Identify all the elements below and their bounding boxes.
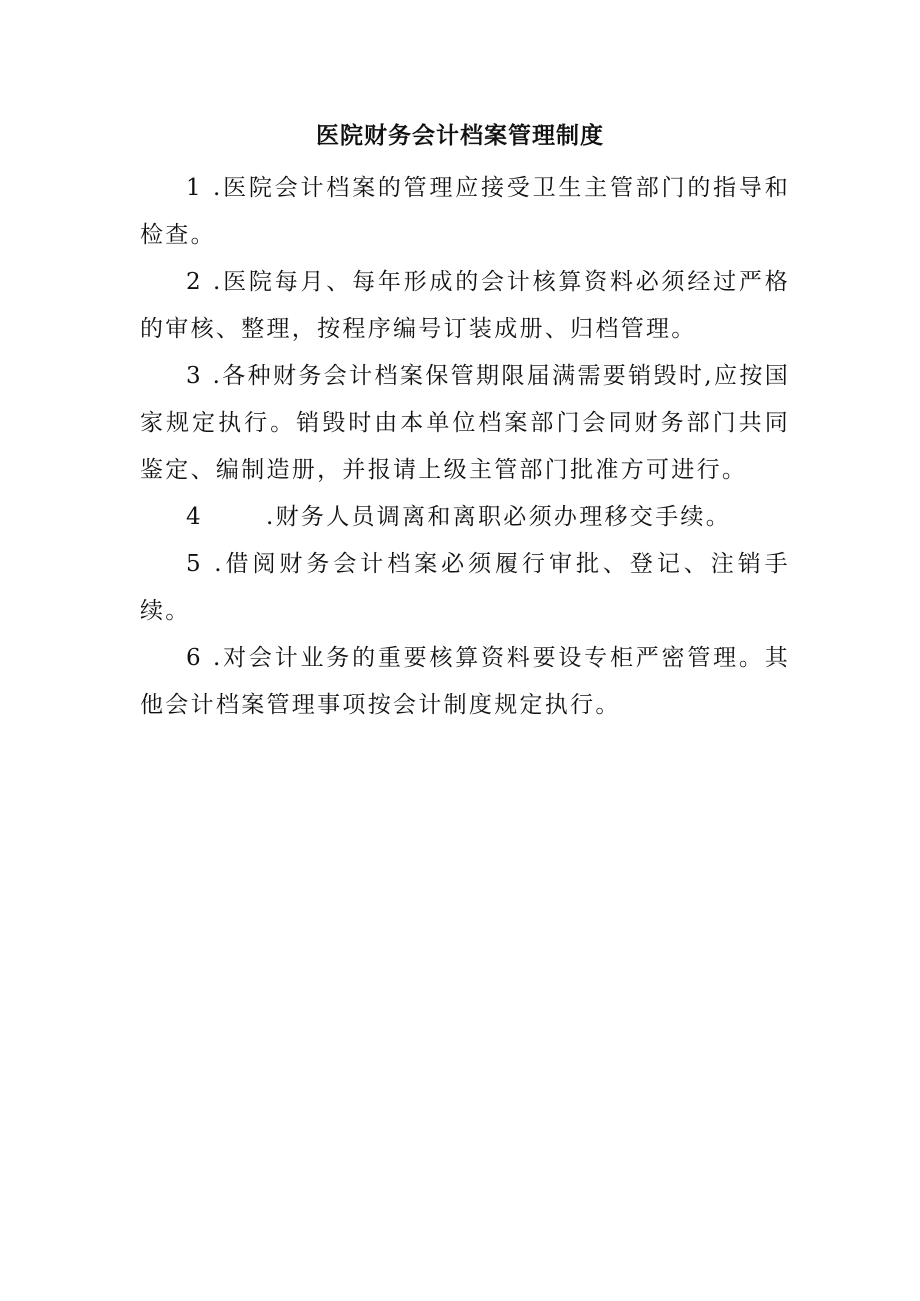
paragraph-text: .对会计业务的重要核算资料要设专柜严密管理。其他会计档案管理事项按会计制度规定执行。 xyxy=(140,645,790,718)
paragraph-number: 5 xyxy=(186,551,203,577)
paragraph-number: 1 xyxy=(186,175,203,201)
paragraph-text: .医院会计档案的管理应接受卫生主管部门的指导和检查。 xyxy=(140,175,790,248)
paragraph-5 xyxy=(140,541,790,635)
paragraph-text: .医院每月、每年形成的会计核算资料必须经过严格的审核、整理，按程序编号订装成册、归档管理。 xyxy=(140,269,790,342)
paragraph-number: 4 xyxy=(186,504,203,530)
document-title: 医院财务会计档案管理制度 xyxy=(316,122,604,149)
paragraph-text: .借阅财务会计档案必须履行审批、登记、注销手续。 xyxy=(140,551,790,624)
paragraph-6 xyxy=(140,635,790,729)
paragraph-3 xyxy=(140,353,790,494)
paragraph-text: .财务人员调离和离职必须办理移交手续。 xyxy=(266,504,732,530)
paragraph-text: .各种财务会计档案保管期限届满需要销毁时,应按国家规定执行。销毁时由本单位档案部门会同财务部门共同鉴定、编制造册，并报请上级主管部门批准方可进行。 xyxy=(140,363,790,483)
paragraph-4 xyxy=(140,494,790,541)
document-body xyxy=(140,165,790,729)
paragraph-1 xyxy=(140,165,790,259)
paragraph-number: 2 xyxy=(186,269,203,295)
paragraph-number: 6 xyxy=(186,645,203,671)
paragraph-number: 3 xyxy=(186,363,203,389)
paragraph-2 xyxy=(140,259,790,353)
